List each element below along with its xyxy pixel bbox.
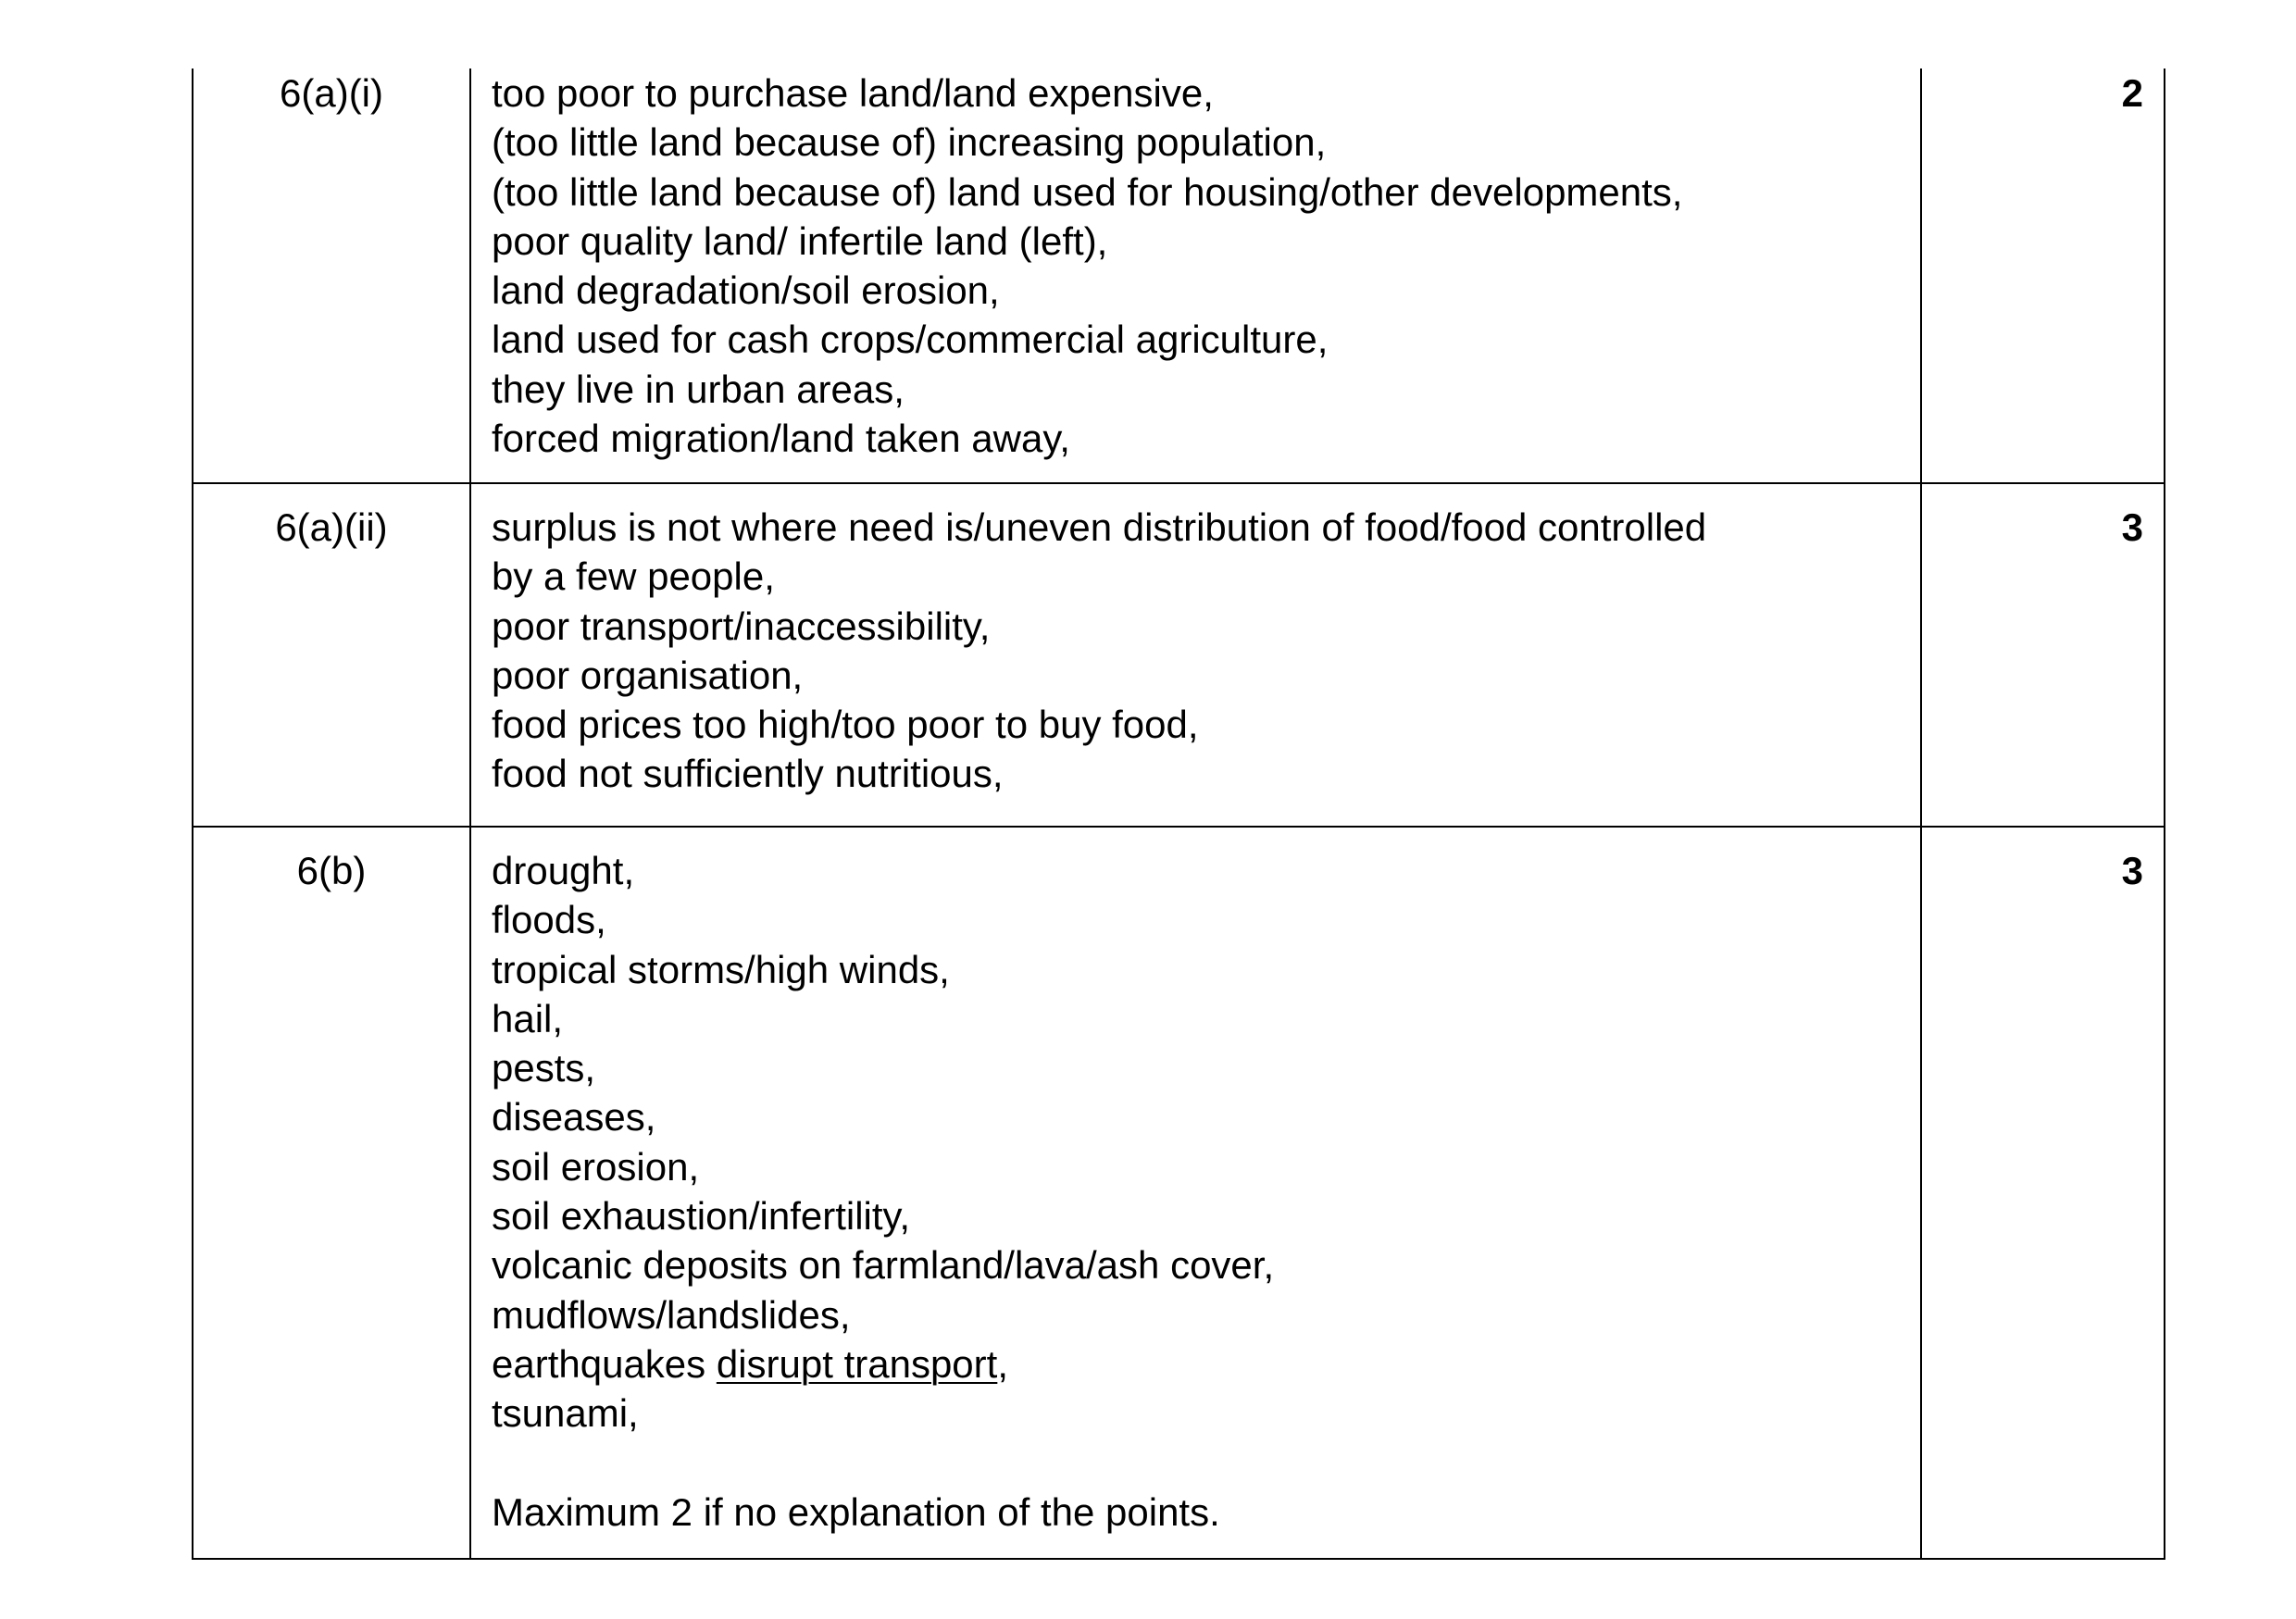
question-number: 6(b) bbox=[296, 849, 367, 892]
table-row bbox=[193, 483, 2165, 827]
answer-line: land degradation/soil erosion, bbox=[492, 268, 1000, 313]
answer-cell bbox=[470, 483, 1921, 827]
earthquakes-prefix: earthquakes bbox=[492, 1341, 717, 1386]
answer-line: mudflows/landslides, bbox=[492, 1292, 851, 1337]
underlined-phrase: disrupt transport bbox=[716, 1341, 998, 1386]
answer-line: forced migration/land taken away, bbox=[492, 417, 1070, 461]
blank-line bbox=[492, 1438, 1920, 1488]
question-number-cell bbox=[193, 827, 470, 1559]
answer-line: they live in urban areas, bbox=[492, 367, 905, 411]
answer-cell bbox=[470, 68, 1921, 483]
answer-line: soil exhaustion/infertility, bbox=[492, 1194, 911, 1239]
guidance-note: Maximum 2 if no explanation of the points. bbox=[492, 1489, 1220, 1534]
answer-line: diseases, bbox=[492, 1095, 656, 1140]
answer-line: too poor to purchase land/land expensive, bbox=[492, 71, 1214, 115]
marks-value: 3 bbox=[2121, 849, 2143, 892]
answer-line: soil erosion, bbox=[492, 1144, 700, 1189]
question-number: 6(a)(i) bbox=[280, 71, 383, 115]
earthquakes-suffix: , bbox=[997, 1341, 1008, 1386]
answer-line: pests, bbox=[492, 1046, 596, 1090]
question-number-cell bbox=[193, 68, 470, 483]
answer-line: tsunami, bbox=[492, 1391, 639, 1436]
table-row bbox=[193, 827, 2165, 1559]
marks-value: 3 bbox=[2121, 505, 2143, 549]
answer-line: poor quality land/ infertile land (left), bbox=[492, 218, 1108, 263]
answer-line: land used for cash crops/commercial agriculture, bbox=[492, 318, 1329, 362]
answer-line: tropical storms/high winds, bbox=[492, 947, 950, 991]
answer-line: surplus is not where need is/uneven distribution of food/food controlled bbox=[492, 505, 1707, 549]
answer-line-earthquakes bbox=[492, 1339, 1920, 1389]
mark-scheme-table bbox=[192, 68, 2165, 1560]
answer-line: poor organisation, bbox=[492, 653, 804, 697]
marks-value: 2 bbox=[2121, 71, 2143, 115]
answer-line: (too little land because of) land used for housing/other developments, bbox=[492, 169, 1683, 214]
marks-cell bbox=[1921, 483, 2165, 827]
answer-line: by a few people, bbox=[492, 554, 775, 599]
answer-line: food prices too high/too poor to buy food, bbox=[492, 703, 1199, 747]
answer-line: drought, bbox=[492, 849, 635, 892]
answer-cell bbox=[470, 827, 1921, 1559]
question-number-cell bbox=[193, 483, 470, 827]
answer-line: floods, bbox=[492, 898, 606, 942]
answer-line: food not sufficiently nutritious, bbox=[492, 752, 1004, 796]
question-number: 6(a)(ii) bbox=[275, 505, 388, 549]
marks-cell bbox=[1921, 68, 2165, 483]
answer-line: hail, bbox=[492, 996, 564, 1040]
answer-line: poor transport/inaccessibility, bbox=[492, 604, 991, 648]
table-row bbox=[193, 68, 2165, 483]
marks-cell bbox=[1921, 827, 2165, 1559]
answer-line: volcanic deposits on farmland/lava/ash cover, bbox=[492, 1243, 1275, 1288]
answer-line: (too little land because of) increasing population, bbox=[492, 120, 1327, 165]
